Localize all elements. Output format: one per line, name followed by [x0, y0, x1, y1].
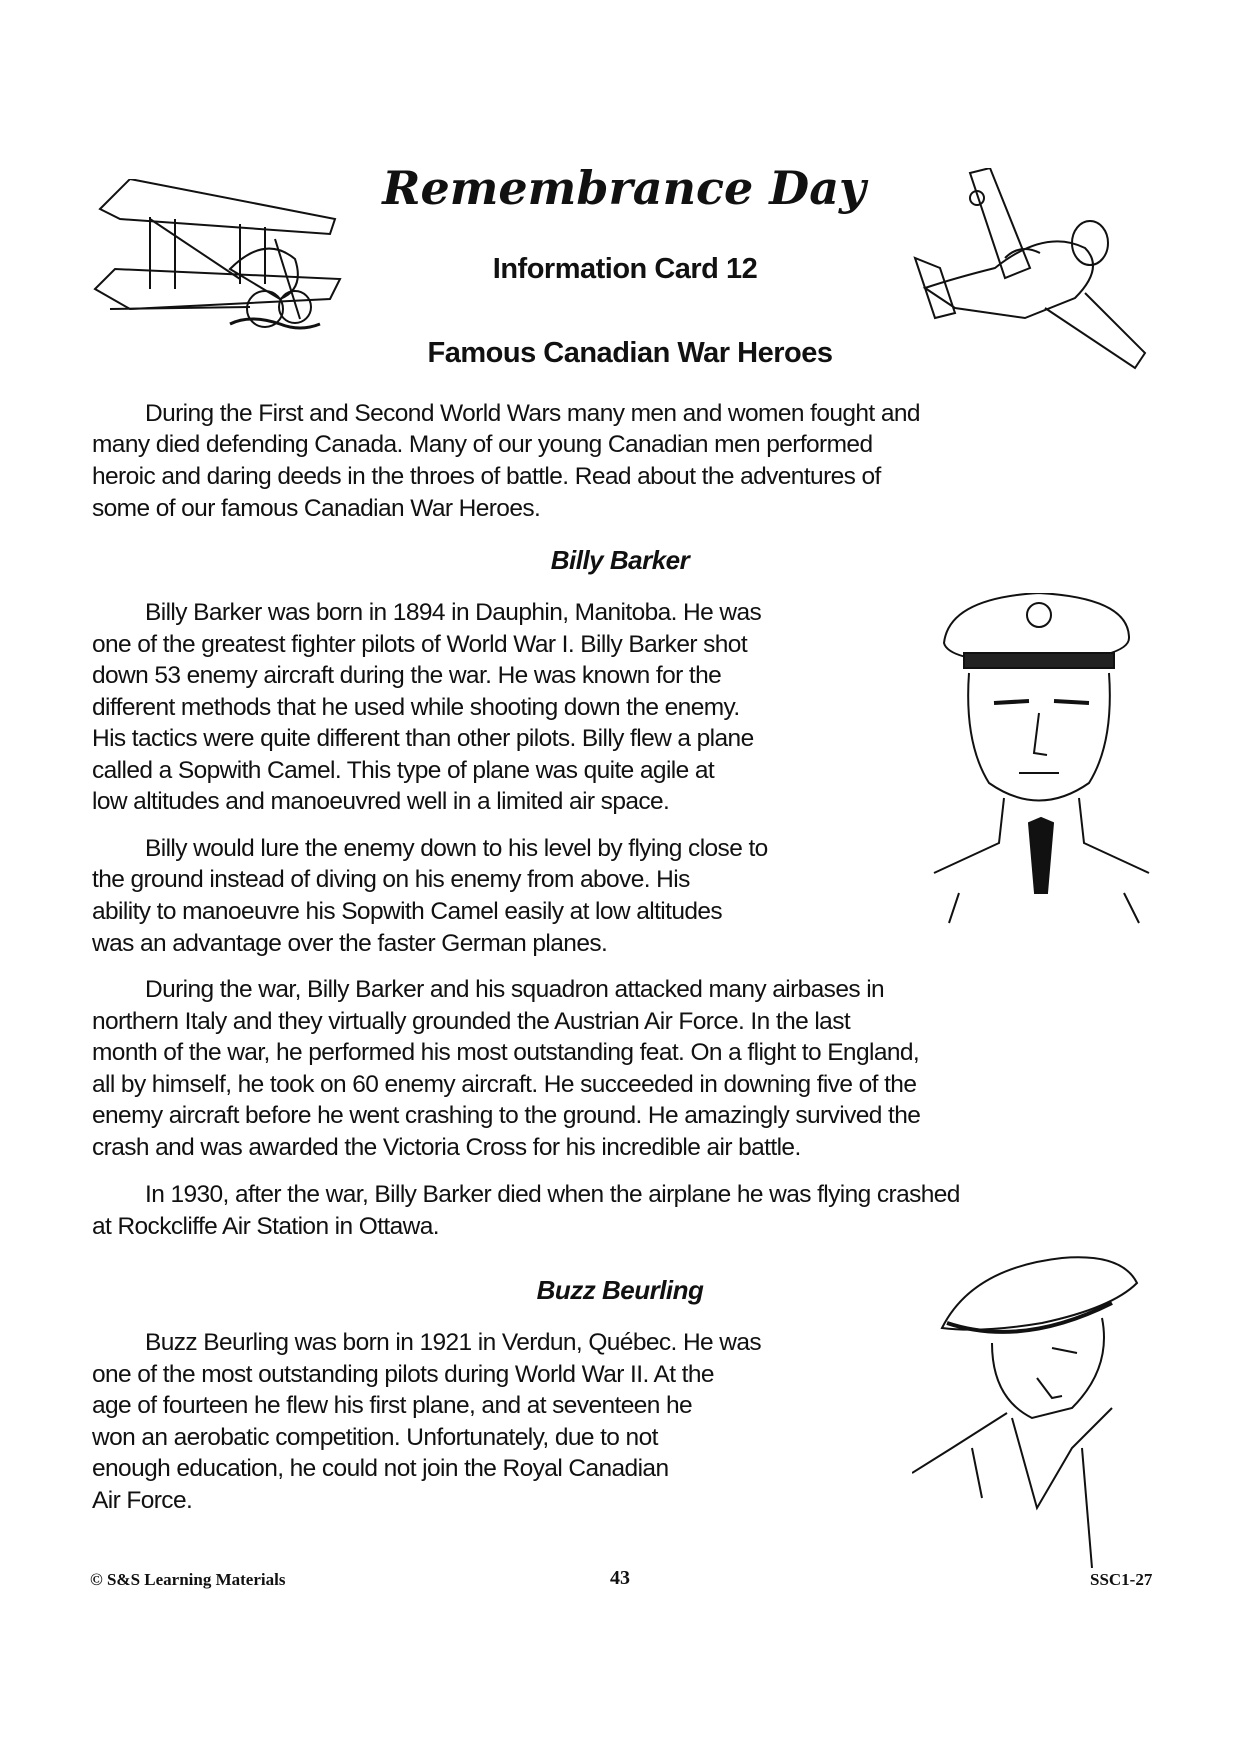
page-title: Remembrance Day [382, 161, 866, 215]
buzz-beurling-heading: Buzz Beurling [536, 1275, 704, 1305]
billy-paragraph-line: the ground instead of diving on his enemy from above. His [92, 866, 690, 893]
intro-line: some of our famous Canadian War Heroes. [92, 495, 541, 522]
intro-line: heroic and daring deeds in the throes of battle. Read about the adventures of [92, 463, 881, 490]
biplane-illustration [90, 179, 375, 339]
billy-barker-portrait [929, 593, 1154, 933]
billy-paragraph-line: ability to manoeuvre his Sopwith Camel easily at low altitudes [92, 898, 723, 925]
billy-paragraph-line: down 53 enemy aircraft during the war. He was known for the [92, 662, 722, 689]
billy-paragraph-line: Billy would lure the enemy down to his level by flying close to [145, 835, 768, 862]
copyright-footer: © S&S Learning Materials [90, 1570, 286, 1589]
billy-paragraph-line: enemy aircraft before he went crashing to the ground. He amazingly survived the [92, 1102, 921, 1129]
billy-paragraph-line: Billy Barker was born in 1894 in Dauphin, Manitoba. He was [145, 599, 762, 626]
buzz-paragraph-line: Air Force. [92, 1487, 193, 1514]
billy-paragraph-line: called a Sopwith Camel. This type of plane was quite agile at [92, 757, 715, 784]
billy-paragraph-line: at Rockcliffe Air Station in Ottawa. [92, 1213, 439, 1240]
page-number: 43 [610, 1567, 630, 1589]
billy-paragraph-line: During the war, Billy Barker and his squadron attacked many airbases in [145, 976, 885, 1003]
billy-paragraph-line: one of the greatest fighter pilots of World War I. Billy Barker shot [92, 631, 748, 658]
billy-paragraph-line: month of the war, he performed his most outstanding feat. On a flight to England, [92, 1039, 920, 1066]
billy-paragraph-line: all by himself, he took on 60 enemy aircraft. He succeeded in downing five of the [92, 1071, 917, 1098]
buzz-paragraph-line: won an aerobatic competition. Unfortunately, due to not [92, 1424, 658, 1451]
billy-paragraph-line: low altitudes and manoeuvred well in a limited air space. [92, 788, 670, 815]
billy-paragraph-line: In 1930, after the war, Billy Barker died when the airplane he was flying crashed [145, 1181, 960, 1208]
section-title: Famous Canadian War Heroes [427, 337, 833, 369]
buzz-beurling-portrait [912, 1248, 1157, 1568]
billy-barker-heading: Billy Barker [550, 545, 690, 575]
buzz-paragraph-line: enough education, he could not join the Royal Canadian [92, 1455, 669, 1482]
billy-paragraph-line: northern Italy and they virtually grounded the Austrian Air Force. In the last [92, 1008, 851, 1035]
billy-paragraph-line: His tactics were quite different than other pilots. Billy flew a plane [92, 725, 754, 752]
product-code: SSC1-27 [1090, 1570, 1153, 1589]
card-subtitle: Information Card 12 [492, 253, 758, 285]
billy-paragraph-line: was an advantage over the faster German planes. [92, 930, 608, 957]
billy-paragraph-line: crash and was awarded the Victoria Cross for his incredible air battle. [92, 1134, 801, 1161]
billy-paragraph-line: different methods that he used while shooting down the enemy. [92, 694, 740, 721]
fighter-plane-illustration [895, 168, 1155, 373]
buzz-paragraph-line: one of the most outstanding pilots during World War II. At the [92, 1361, 714, 1388]
buzz-paragraph-line: Buzz Beurling was born in 1921 in Verdun, Québec. He was [145, 1329, 762, 1356]
intro-line: many died defending Canada. Many of our young Canadian men performed [92, 431, 873, 458]
intro-line: During the First and Second World Wars many men and women fought and [145, 400, 920, 427]
buzz-paragraph-line: age of fourteen he flew his first plane, and at seventeen he [92, 1392, 693, 1419]
